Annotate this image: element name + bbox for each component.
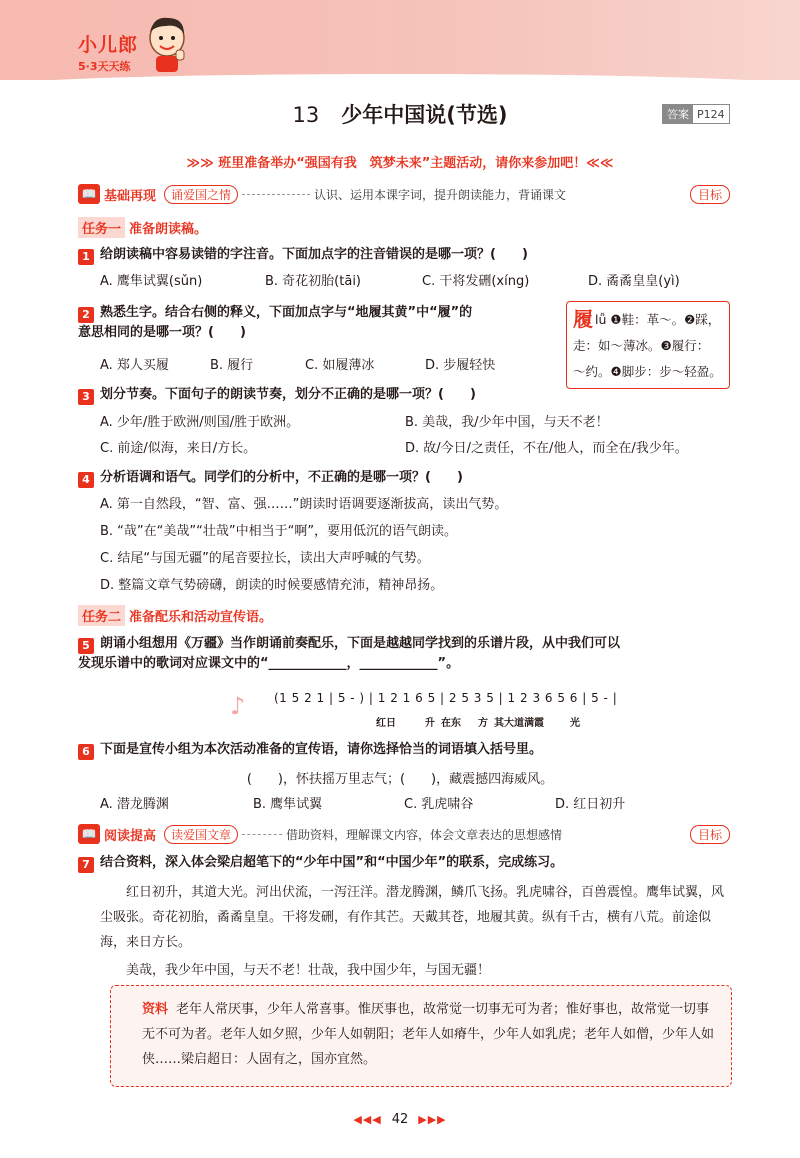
page-number: 42 [391, 1112, 409, 1127]
passage-paragraph-1: 红日初升，其道大光。河出伏流，一泻汪洋。潜龙腾渊，鳞爪飞扬。乳虎啸谷，百兽震惶。鹰隼试翼，风尘吸张。奇花初胎，矞矞皇皇。干将发硎，有作其芒。天戴其苍，地履其黄。纵有千古，横有八荒。前途似海，来日方长。 [100, 885, 725, 950]
section-basics [78, 183, 730, 205]
option-c[interactable]: C. 如履薄冰 [305, 358, 375, 373]
definition-line-1: lǚ ❶鞋：革～。❷踩， [595, 312, 721, 327]
reference-label: 资料 [142, 1002, 169, 1017]
question-5 [78, 634, 730, 674]
option-a[interactable]: A. 潜龙腾渊 [100, 797, 169, 812]
reference-content: 老年人常厌事，少年人常喜事。惟厌事也，故常觉一切事无可为者；惟好事也，故常觉一切事无不可为者。老年人如夕照，少年人如朝阳；老年人如瘠牛，少年人如乳虎；老年人如僧，少年人如侠……梁启超日：人固有之，国亦宜然。 [142, 1002, 715, 1067]
divider [242, 834, 282, 835]
page-footer [0, 1112, 800, 1127]
task-number: 任务二 [78, 605, 125, 626]
divider [242, 194, 310, 195]
lesson-number: 13 [292, 103, 320, 127]
option-b[interactable]: B. 鹰隼试翼 [253, 797, 323, 812]
brand-logo [78, 30, 138, 74]
option-d[interactable]: D. 步履轻快 [425, 358, 496, 373]
activity-banner: ≫≫ 班里准备举办“强国有我 筑梦未来”主题活动，请你来参加吧！≪≪ [186, 156, 614, 171]
question-text: 熟悉生字。结合右侧的释义，下面加点字与“地履其黄”中“履”的 [100, 305, 473, 320]
brand-subtitle: 5·3天天练 [78, 60, 131, 73]
question-text: 下面是宣传小组为本次活动准备的宣传语，请你选择恰当的词语填入括号里。 [100, 742, 543, 757]
music-score: (1 5 2 1 | 5 - ) | 1 2 1 6 5 | 2 5 3 5 | 1 2 3 6 5 6 | 5 - | [274, 691, 618, 705]
answer-page: P124 [697, 107, 725, 121]
lyric-3: 在东 [441, 718, 461, 729]
option-d[interactable]: D. 故/今日/之责任，不在/他人，而全在/我少年。 [405, 441, 688, 456]
option-a[interactable]: A. 少年/胜于欧洲/则国/胜于欧洲。 [100, 415, 300, 430]
question-text-2: 发现乐谱中的歌词对应课文中的“____________，____________”。 [78, 656, 460, 671]
goal-badge: 目标 [690, 185, 730, 204]
music-note-icon: ♪ [230, 692, 246, 720]
option-d[interactable]: D. 整篇文章气势磅礴，朗读的时候要感情充沛，精神昂扬。 [100, 578, 444, 593]
answer-reference [662, 104, 730, 124]
question-number: 4 [78, 472, 94, 488]
definition-line-3: ～约。❹脚步：步～轻盈。 [573, 364, 722, 379]
definition-line-2: 走：如～薄冰。❸履行： [573, 338, 710, 353]
question-text: 结合资料，深入体会梁启超笔下的“少年中国”和“中国少年”的联系，完成练习。 [100, 855, 564, 870]
mascot-icon [144, 12, 190, 74]
prev-arrows-icon: ◀◀◀ [353, 1113, 382, 1126]
section-desc: 借助资料，理解课文内容，体会文章表达的思想感情 [286, 827, 563, 842]
question-number: 6 [78, 744, 94, 760]
passage-paragraph-2: 美哉，我少年中国，与天不老！壮哉，我中国少年，与国无疆！ [126, 963, 491, 978]
task-one [78, 217, 207, 237]
section-tag: 诵爱国之情 [164, 185, 238, 204]
book-icon: 📖 [78, 824, 100, 844]
goal-badge: 目标 [690, 825, 730, 844]
question-number: 1 [78, 249, 94, 265]
answer-label: 答案 [663, 105, 693, 123]
reference-text [142, 997, 720, 1072]
definition-box [566, 301, 730, 389]
question-text: 划分节奏。下面句子的朗读节奏，划分不正确的是哪一项？( ) [100, 387, 476, 402]
section-name: 基础再现 [104, 188, 157, 204]
lyric-1: 红日 [376, 718, 396, 729]
question-1 [78, 245, 730, 265]
question-text: 朗诵小组想用《万疆》当作朗诵前奏配乐，下面是越越同学找到的乐谱片段，从中我们可以 [100, 636, 621, 651]
lyric-2: 升 [425, 718, 435, 729]
section-tag: 读爱国文章 [164, 825, 238, 844]
option-a[interactable]: A. 郑人买履 [100, 358, 169, 373]
option-b[interactable]: B. 美哉，我/少年中国，与天不老！ [405, 415, 609, 430]
option-c[interactable]: C. 结尾“与国无疆”的尾音要拉长，读出大声呼喊的气势。 [100, 551, 430, 566]
question-number: 2 [78, 307, 94, 323]
task-title: 准备朗读稿。 [129, 221, 208, 237]
option-c[interactable]: C. 干将发硎(xíng) [422, 274, 530, 289]
lyric-4: 方 [478, 718, 488, 729]
section-name: 阅读提高 [104, 828, 157, 844]
task-two [78, 605, 272, 625]
task-number: 任务一 [78, 217, 125, 238]
option-c[interactable]: C. 乳虎啸谷 [404, 797, 474, 812]
option-d[interactable]: D. 矞矞皇皇(yì) [588, 274, 680, 289]
option-b[interactable]: B. 奇花初胎(tāi) [265, 274, 362, 289]
definition-char: 履 [573, 307, 593, 331]
lyric-6: 光 [570, 718, 580, 729]
section-reading [78, 823, 730, 845]
slogan-fill: ( )，怀扶摇万里志气；( )，藏震撼四海威风。 [246, 772, 554, 787]
book-icon: 📖 [78, 184, 100, 204]
question-3 [78, 385, 730, 405]
question-7 [78, 853, 730, 873]
section-desc: 认识、运用本课字词，提升朗读能力，背诵课文 [314, 187, 567, 202]
lyric-5: 其大道满霞 [494, 718, 544, 729]
lesson-name: 少年中国说(节选) [341, 103, 508, 127]
question-text: 分析语调和语气。同学们的分析中，不正确的是哪一项？( ) [100, 470, 463, 485]
task-title: 准备配乐和活动宣传语。 [129, 609, 273, 625]
question-text: 给朗读稿中容易读错的字注音。下面加点字的注音错误的是哪一项？( ) [100, 247, 528, 262]
option-b[interactable]: B. 履行 [210, 358, 254, 373]
option-b[interactable]: B. “哉”在“美哉”“壮哉”中相当于“啊”，要用低沉的语气朗读。 [100, 524, 458, 539]
question-2 [78, 303, 558, 343]
question-number: 3 [78, 389, 94, 405]
option-a[interactable]: A. 第一自然段，“智、富、强……”朗读时语调要逐渐拔高，读出气势。 [100, 497, 508, 512]
question-6 [78, 740, 730, 760]
question-4 [78, 468, 730, 488]
question-text-2: 意思相同的是哪一项？( ) [78, 325, 246, 340]
option-c[interactable]: C. 前途/似海，来日/方长。 [100, 441, 257, 456]
next-arrows-icon: ▶▶▶ [418, 1113, 447, 1126]
brand-title: 小儿郎 [78, 34, 139, 56]
option-d[interactable]: D. 红日初升 [555, 797, 626, 812]
question-number: 7 [78, 857, 94, 873]
option-a[interactable]: A. 鹰隼试翼(sǔn) [100, 274, 203, 289]
question-number: 5 [78, 638, 94, 654]
